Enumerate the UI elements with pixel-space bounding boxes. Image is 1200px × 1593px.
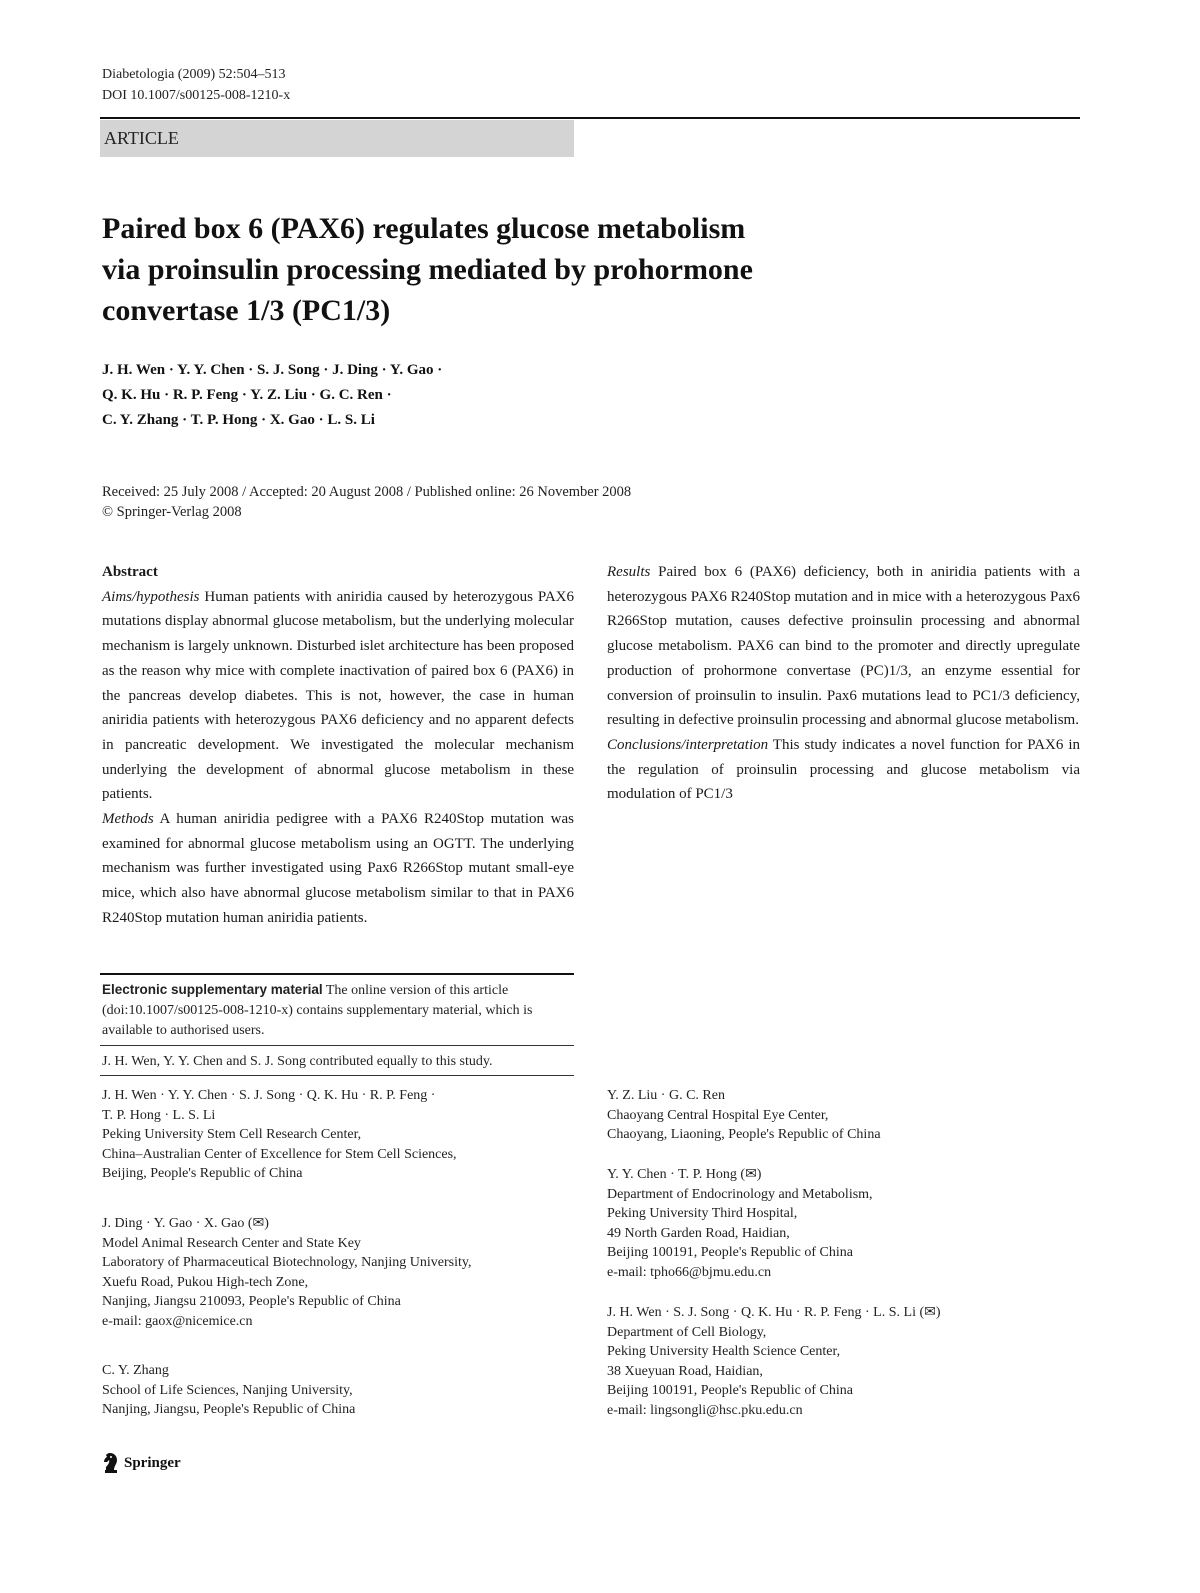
affiliation-line: Xuefu Road, Pukou High-tech Zone, xyxy=(102,1274,309,1290)
affiliation-block xyxy=(607,1165,1077,1283)
copyright: © Springer-Verlag 2008 xyxy=(102,504,242,520)
affiliation-email[interactable]: e-mail: gaox@nicemice.cn xyxy=(102,1313,253,1329)
abstract-left-column xyxy=(102,560,574,931)
affiliation-line: School of Life Sciences, Nanjing University, xyxy=(102,1382,353,1398)
aims-text: Human patients with aniridia caused by heterozygous PAX6 mutations display abnormal glucose metabolism, but the underlying molecular mechanism is largely unknown. Disturbed islet architecture has been proposed as the reason why mice with complete inactivation of paired box 6 (PAX6) in the pancreas develop diabetes. This is not, however, the case in human aniridia patients with heterozygous PAX6 deficiency and no apparent defects in pancreatic development. We investigated the molecular mechanism underlying the development of abnormal glucose metabolism in these patients. xyxy=(102,588,574,803)
history-dates: Received: 25 July 2008 / Accepted: 20 August 2008 / Published online: 26 November 2008 xyxy=(102,484,632,500)
affiliation-line: Y. Y. Chen · T. P. Hong (✉) xyxy=(607,1167,762,1182)
affiliation-line: Beijing 100191, People's Republic of China xyxy=(607,1245,853,1261)
affiliation-email[interactable]: e-mail: lingsongli@hsc.pku.edu.cn xyxy=(607,1402,803,1418)
affiliation-line: Peking University Third Hospital, xyxy=(607,1206,798,1222)
affiliation-line: J. Ding · Y. Gao · X. Gao (✉) xyxy=(102,1216,269,1231)
affiliation-line: Model Animal Research Center and State Key xyxy=(102,1235,361,1251)
abstract-conclusions xyxy=(607,733,1080,807)
affiliation-line: Peking University Health Science Center, xyxy=(607,1344,841,1360)
publisher-logo xyxy=(102,1450,181,1476)
doi: DOI 10.1007/s00125-008-1210-x xyxy=(102,88,291,103)
affiliation-block xyxy=(102,1086,572,1184)
affiliation-email[interactable]: e-mail: tpho66@bjmu.edu.cn xyxy=(607,1264,772,1280)
affiliation-line: J. H. Wen · Y. Y. Chen · S. J. Song · Q. K. Hu · R. P. Feng · xyxy=(102,1088,436,1103)
affiliation-block xyxy=(607,1086,1077,1145)
section-label: ARTICLE xyxy=(100,120,574,157)
methods-text: A human aniridia pedigree with a PAX6 R240Stop mutation was examined for abnormal glucose metabolism using an OGTT. The underlying mechanism was further investigated using Pax6 R266Stop mutant small-eye mice, which also have abnormal glucose metabolism similar to that in PAX6 R240Stop mutation human aniridia patients. xyxy=(102,811,574,926)
affiliation-line: 49 North Garden Road, Haidian, xyxy=(607,1225,790,1241)
authors-line-1: J. H. Wen · Y. Y. Chen · S. J. Song · J. Ding · Y. Gao · xyxy=(102,362,443,378)
journal-reference: Diabetologia (2009) 52:504–513 xyxy=(102,67,286,82)
abstract-heading: Abstract xyxy=(102,564,158,580)
abstract-methods xyxy=(102,807,574,931)
springer-chess-knight-icon xyxy=(102,1452,120,1474)
affiliation-block xyxy=(102,1361,572,1420)
affiliation-line: T. P. Hong · L. S. Li xyxy=(102,1107,216,1123)
article-title xyxy=(102,208,962,331)
abstract-aims xyxy=(102,585,574,807)
affiliation-line: China–Australian Center of Excellence for Stem Cell Sciences, xyxy=(102,1146,457,1162)
authors-line-2: Q. K. Hu · R. P. Feng · Y. Z. Liu · G. C. Ren · xyxy=(102,387,392,403)
affiliation-line: J. H. Wen · S. J. Song · Q. K. Hu · R. P. Feng · L. S. Li (✉) xyxy=(607,1305,941,1320)
publisher-name: Springer xyxy=(124,1454,181,1471)
affiliation-line: Chaoyang Central Hospital Eye Center, xyxy=(607,1107,829,1123)
affiliation-line: Chaoyang, Liaoning, People's Republic of China xyxy=(607,1127,881,1143)
header-rule xyxy=(100,117,1080,119)
contribution-note: J. H. Wen, Y. Y. Chen and S. J. Song contributed equally to this study. xyxy=(102,1054,493,1069)
results-text: Paired box 6 (PAX6) deficiency, both in aniridia patients with a heterozygous PAX6 R240Stop mutation and in mice with a heterozygous Pax6 R266Stop mutation, causes defective proinsulin processing and abnormal glucose metabolism. PAX6 can bind to the promoter and directly upregulate production of prohormone convertase (PC)1/3, an enzyme essential for conversion of proinsulin to insulin. Pax6 mutations lead to PC1/3 deficiency, resulting in defective proinsulin processing and abnormal glucose metabolism. xyxy=(607,564,1080,729)
esm-note xyxy=(102,980,574,1041)
affiliation-line: Laboratory of Pharmaceutical Biotechnology, Nanjing University, xyxy=(102,1255,472,1271)
author-list xyxy=(102,358,662,433)
affiliation-line: C. Y. Zhang xyxy=(102,1363,169,1378)
affiliation-block xyxy=(102,1214,572,1332)
affiliation-line: 38 Xueyuan Road, Haidian, xyxy=(607,1363,763,1379)
esm-rule xyxy=(100,973,574,975)
affiliation-line: Department of Cell Biology, xyxy=(607,1324,767,1340)
affiliation-block xyxy=(607,1303,1077,1421)
affiliation-line: Y. Z. Liu · G. C. Ren xyxy=(607,1088,725,1103)
affiliation-line: Nanjing, Jiangsu, People's Republic of China xyxy=(102,1402,356,1418)
journal-header xyxy=(102,64,290,106)
affiliation-line: Beijing, People's Republic of China xyxy=(102,1166,303,1182)
aims-label: Aims/hypothesis xyxy=(102,588,200,605)
affiliation-line: Department of Endocrinology and Metabolism, xyxy=(607,1186,873,1202)
results-label: Results xyxy=(607,564,651,580)
affiliation-line: Nanjing, Jiangsu 210093, People's Republic of China xyxy=(102,1294,401,1310)
affiliation-line: Beijing 100191, People's Republic of China xyxy=(607,1383,853,1399)
affiliation-line: Peking University Stem Cell Research Center, xyxy=(102,1127,362,1143)
contribution-rule-bottom xyxy=(100,1075,574,1076)
publication-history xyxy=(102,482,902,522)
title-line-3: convertase 1/3 (PC1/3) xyxy=(102,294,391,327)
conclusions-label: Conclusions/interpretation xyxy=(607,736,769,753)
title-line-1: Paired box 6 (PAX6) regulates glucose metabolism xyxy=(102,212,746,245)
title-line-2: via proinsulin processing mediated by prohormone xyxy=(102,253,753,286)
abstract-right-column xyxy=(607,560,1080,807)
contribution-rule-top xyxy=(100,1045,574,1046)
abstract-results xyxy=(607,560,1080,733)
esm-text: The online version of this article (doi:10.1007/s00125-008-1210-x) contains supplementary material, which is available to authorised users. xyxy=(102,983,533,1038)
authors-line-3: C. Y. Zhang · T. P. Hong · X. Gao · L. S. Li xyxy=(102,412,375,428)
methods-label: Methods xyxy=(102,811,154,828)
conclusions-text: This study indicates a novel function for PAX6 in the regulation of proinsulin processing and glucose metabolism via modulation of PC1/3 xyxy=(607,736,1080,803)
esm-label: Electronic supplementary material xyxy=(102,982,323,997)
